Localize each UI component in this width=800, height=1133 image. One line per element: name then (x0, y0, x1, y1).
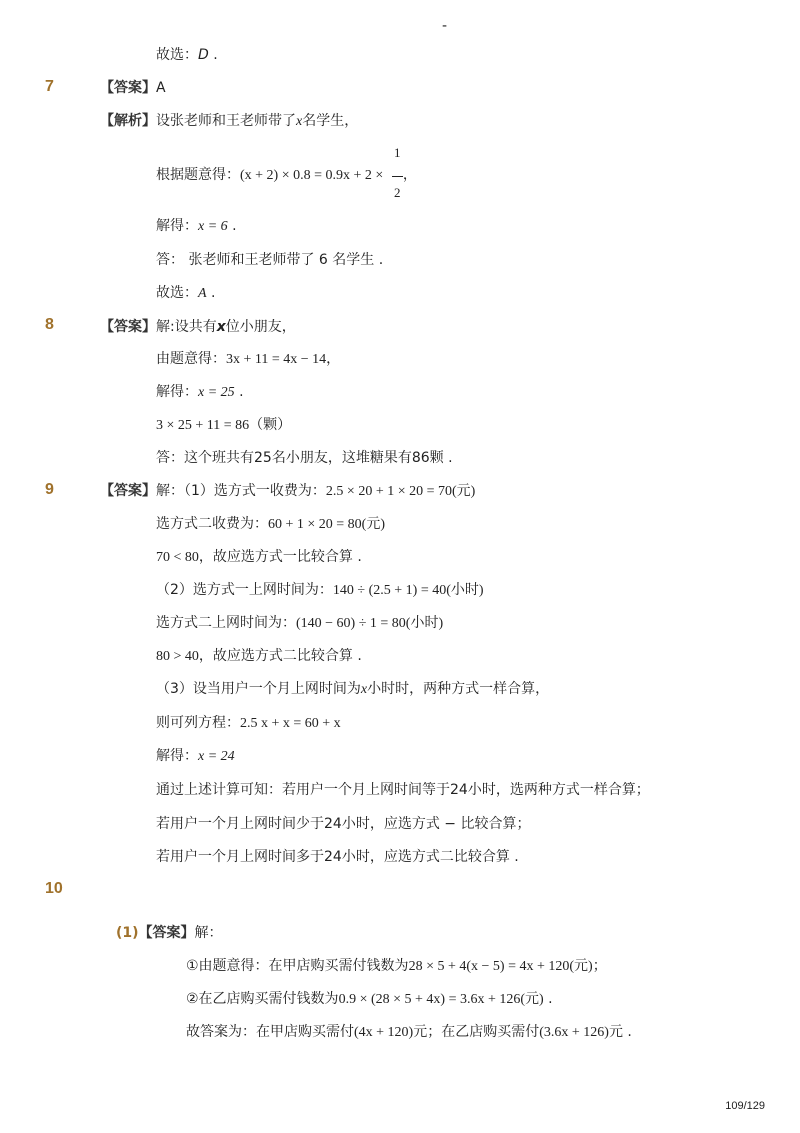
q10-line1-eq: 28 × 5 + 4(x − 5) = 4x + 120(元) (408, 959, 593, 974)
q9-line3-text: ，故应选方式一比较合算 . (198, 549, 362, 565)
prev-choice: D (198, 47, 209, 63)
fraction-bar (392, 176, 403, 177)
fraction-denominator: 2 (394, 185, 401, 200)
q8-calc-row (156, 416, 291, 435)
q10-sub-label: (1) (116, 925, 139, 941)
q9-line7 (156, 680, 549, 699)
q9-line6-eq: 80 > 40 (156, 649, 199, 664)
q9-line8 (156, 714, 341, 733)
q7-equation-row (156, 166, 417, 185)
q7-choice-label: 故选： (156, 285, 198, 301)
q7-solve-end: . (232, 218, 237, 234)
q8-eq: 3x + 11 = 4x − 14 (226, 352, 327, 367)
fraction-numerator: 1 (394, 145, 401, 160)
q9-line1-text: 解：（1）选方式一收费为： (156, 483, 326, 499)
q9-line4 (156, 581, 484, 600)
q9-line12: 若用户一个月上网时间多于24小时，应选方式二比较合算 . (156, 849, 519, 865)
q10-line2-text: ②在乙店购买需付钱数为 (186, 991, 339, 1007)
q9-line7-var: x (360, 682, 368, 697)
q9-line10: 通过上述计算可知：若用户一个月上网时间等于24小时，选两种方式一样合算； (156, 782, 650, 798)
prev-conclusion (156, 46, 218, 64)
q9-line5-eq: (140 − 60) ÷ 1 = 80(小时) (296, 616, 444, 631)
q10-sub-tail: 解： (194, 925, 223, 941)
q7-choice-end: . (211, 285, 216, 301)
q9-line3-eq: 70 < 80 (156, 550, 199, 565)
q8-eq-label: 由题意得： (156, 351, 226, 367)
q9-line9-text: 解得： (156, 748, 198, 764)
q7-solve-eq: x = 6 (198, 219, 228, 234)
q10-line1 (186, 957, 607, 976)
q7-line1: 设张老师和王老师带了 (156, 113, 296, 129)
q9-line8-eq: 2.5 x + x = 60 + x (240, 716, 341, 731)
q7-line1-end: 名学生， (302, 113, 359, 129)
q7-answer-row (100, 79, 166, 97)
q9-line1-eq: 2.5 × 20 + 1 × 20 = 70(元) (325, 484, 476, 499)
q9-line3 (156, 548, 362, 567)
q9-line11: 若用户一个月上网时间少于24小时，应选方式 − 比较合算； (156, 816, 531, 832)
q8-line1-var: x (216, 319, 226, 335)
q7-choice: A (198, 286, 207, 301)
q7-eq-end: ， (402, 167, 417, 183)
q10-line2 (186, 990, 553, 1009)
analysis-tag: 【解析】 (100, 113, 156, 129)
q10-line3 (186, 1023, 632, 1042)
q7-answer-value: A (156, 80, 166, 96)
question-8-number: 8 (45, 316, 54, 333)
q10-line3-eq1: (4x + 120) (354, 1025, 414, 1040)
q7-eq: (x + 2) × 0.8 = 0.9x + 2 × (240, 168, 387, 183)
q9-line4-eq: 140 ÷ (2.5 + 1) = 40(小时) (332, 583, 484, 598)
q10-line1-end: ； (592, 958, 607, 974)
q9-line4-text: （2）选方式一上网时间为： (156, 582, 333, 598)
q8-line1-b: 位小朋友， (225, 319, 296, 335)
q7-reply-row: 答： 张老师和王老师带了 6 名学生 . (156, 252, 384, 268)
q9-line6-text: ，故应选方式二比较合算 . (198, 648, 362, 664)
q7-line1-var: x (296, 114, 303, 129)
q9-line9 (156, 747, 235, 766)
q10-sub1-row (116, 924, 223, 942)
q10-line2-eq: 0.9 × (28 × 5 + 4x) = 3.6x + 126(元) (338, 992, 544, 1007)
q8-answer-row (100, 318, 296, 336)
answer-tag: 【答案】 (100, 319, 156, 335)
q7-solve-label: 解得： (156, 218, 198, 234)
q9-line2 (156, 515, 385, 534)
q9-line2-eq: 60 + 1 × 20 = 80(元) (268, 517, 386, 532)
header-mark: - (442, 18, 448, 34)
q8-reply-row: 答：这个班共有25名小朋友，这堆糖果有86颗 . (156, 450, 453, 466)
q8-eq-end: ， (326, 351, 341, 367)
page-number: 109/129 (725, 1100, 765, 1112)
q8-solve-eq: x = 25 (198, 385, 235, 400)
q10-line2-end: . (548, 991, 553, 1007)
q8-calc-unit: （颗） (249, 417, 292, 433)
q10-line1-text: ①由题意得：在甲店购买需付钱数为 (186, 958, 409, 974)
q9-line5 (156, 614, 443, 633)
q8-equation-row (156, 350, 340, 369)
q7-choice-row (156, 284, 215, 303)
q10-line3-eq2: (3.6x + 126) (539, 1025, 609, 1040)
q10-line3-c: 元 . (608, 1024, 632, 1040)
answer-tag: 【答案】 (138, 925, 195, 941)
q9-line2-text: 选方式二收费为： (156, 516, 268, 532)
q10-line3-b: 元；在乙店购买需付 (413, 1024, 540, 1040)
q7-solve-row (156, 217, 237, 236)
q9-answer-row (100, 482, 475, 501)
q9-line9-eq: x = 24 (198, 749, 235, 764)
q8-solve-end: . (239, 384, 244, 400)
q9-line5-text: 选方式二上网时间为： (156, 615, 296, 631)
q8-calc-eq: 3 × 25 + 11 = 86 (156, 418, 250, 433)
q9-line8-text: 则可列方程： (156, 715, 240, 731)
question-9-number: 9 (45, 481, 54, 498)
question-10-number: 10 (45, 880, 63, 897)
q7-analysis-row (100, 112, 358, 131)
q7-eq-label: 根据题意得： (156, 167, 240, 183)
answer-tag: 【答案】 (100, 483, 156, 499)
q8-line1-a: 解:设共有 (156, 319, 217, 335)
q9-line7-a: （3）设当用户一个月上网时间为 (156, 681, 361, 697)
answer-tag: 【答案】 (100, 80, 156, 96)
prev-label: 故选： (156, 47, 198, 63)
q8-solve-label: 解得： (156, 384, 198, 400)
q10-line3-a: 故答案为：在甲店购买需付 (186, 1024, 354, 1040)
prev-end: . (213, 47, 218, 63)
q8-solve-row (156, 383, 244, 402)
question-7-number: 7 (45, 78, 54, 95)
q9-line6 (156, 647, 362, 666)
q9-line7-b: 小时时，两种方式一样合算， (367, 681, 550, 697)
